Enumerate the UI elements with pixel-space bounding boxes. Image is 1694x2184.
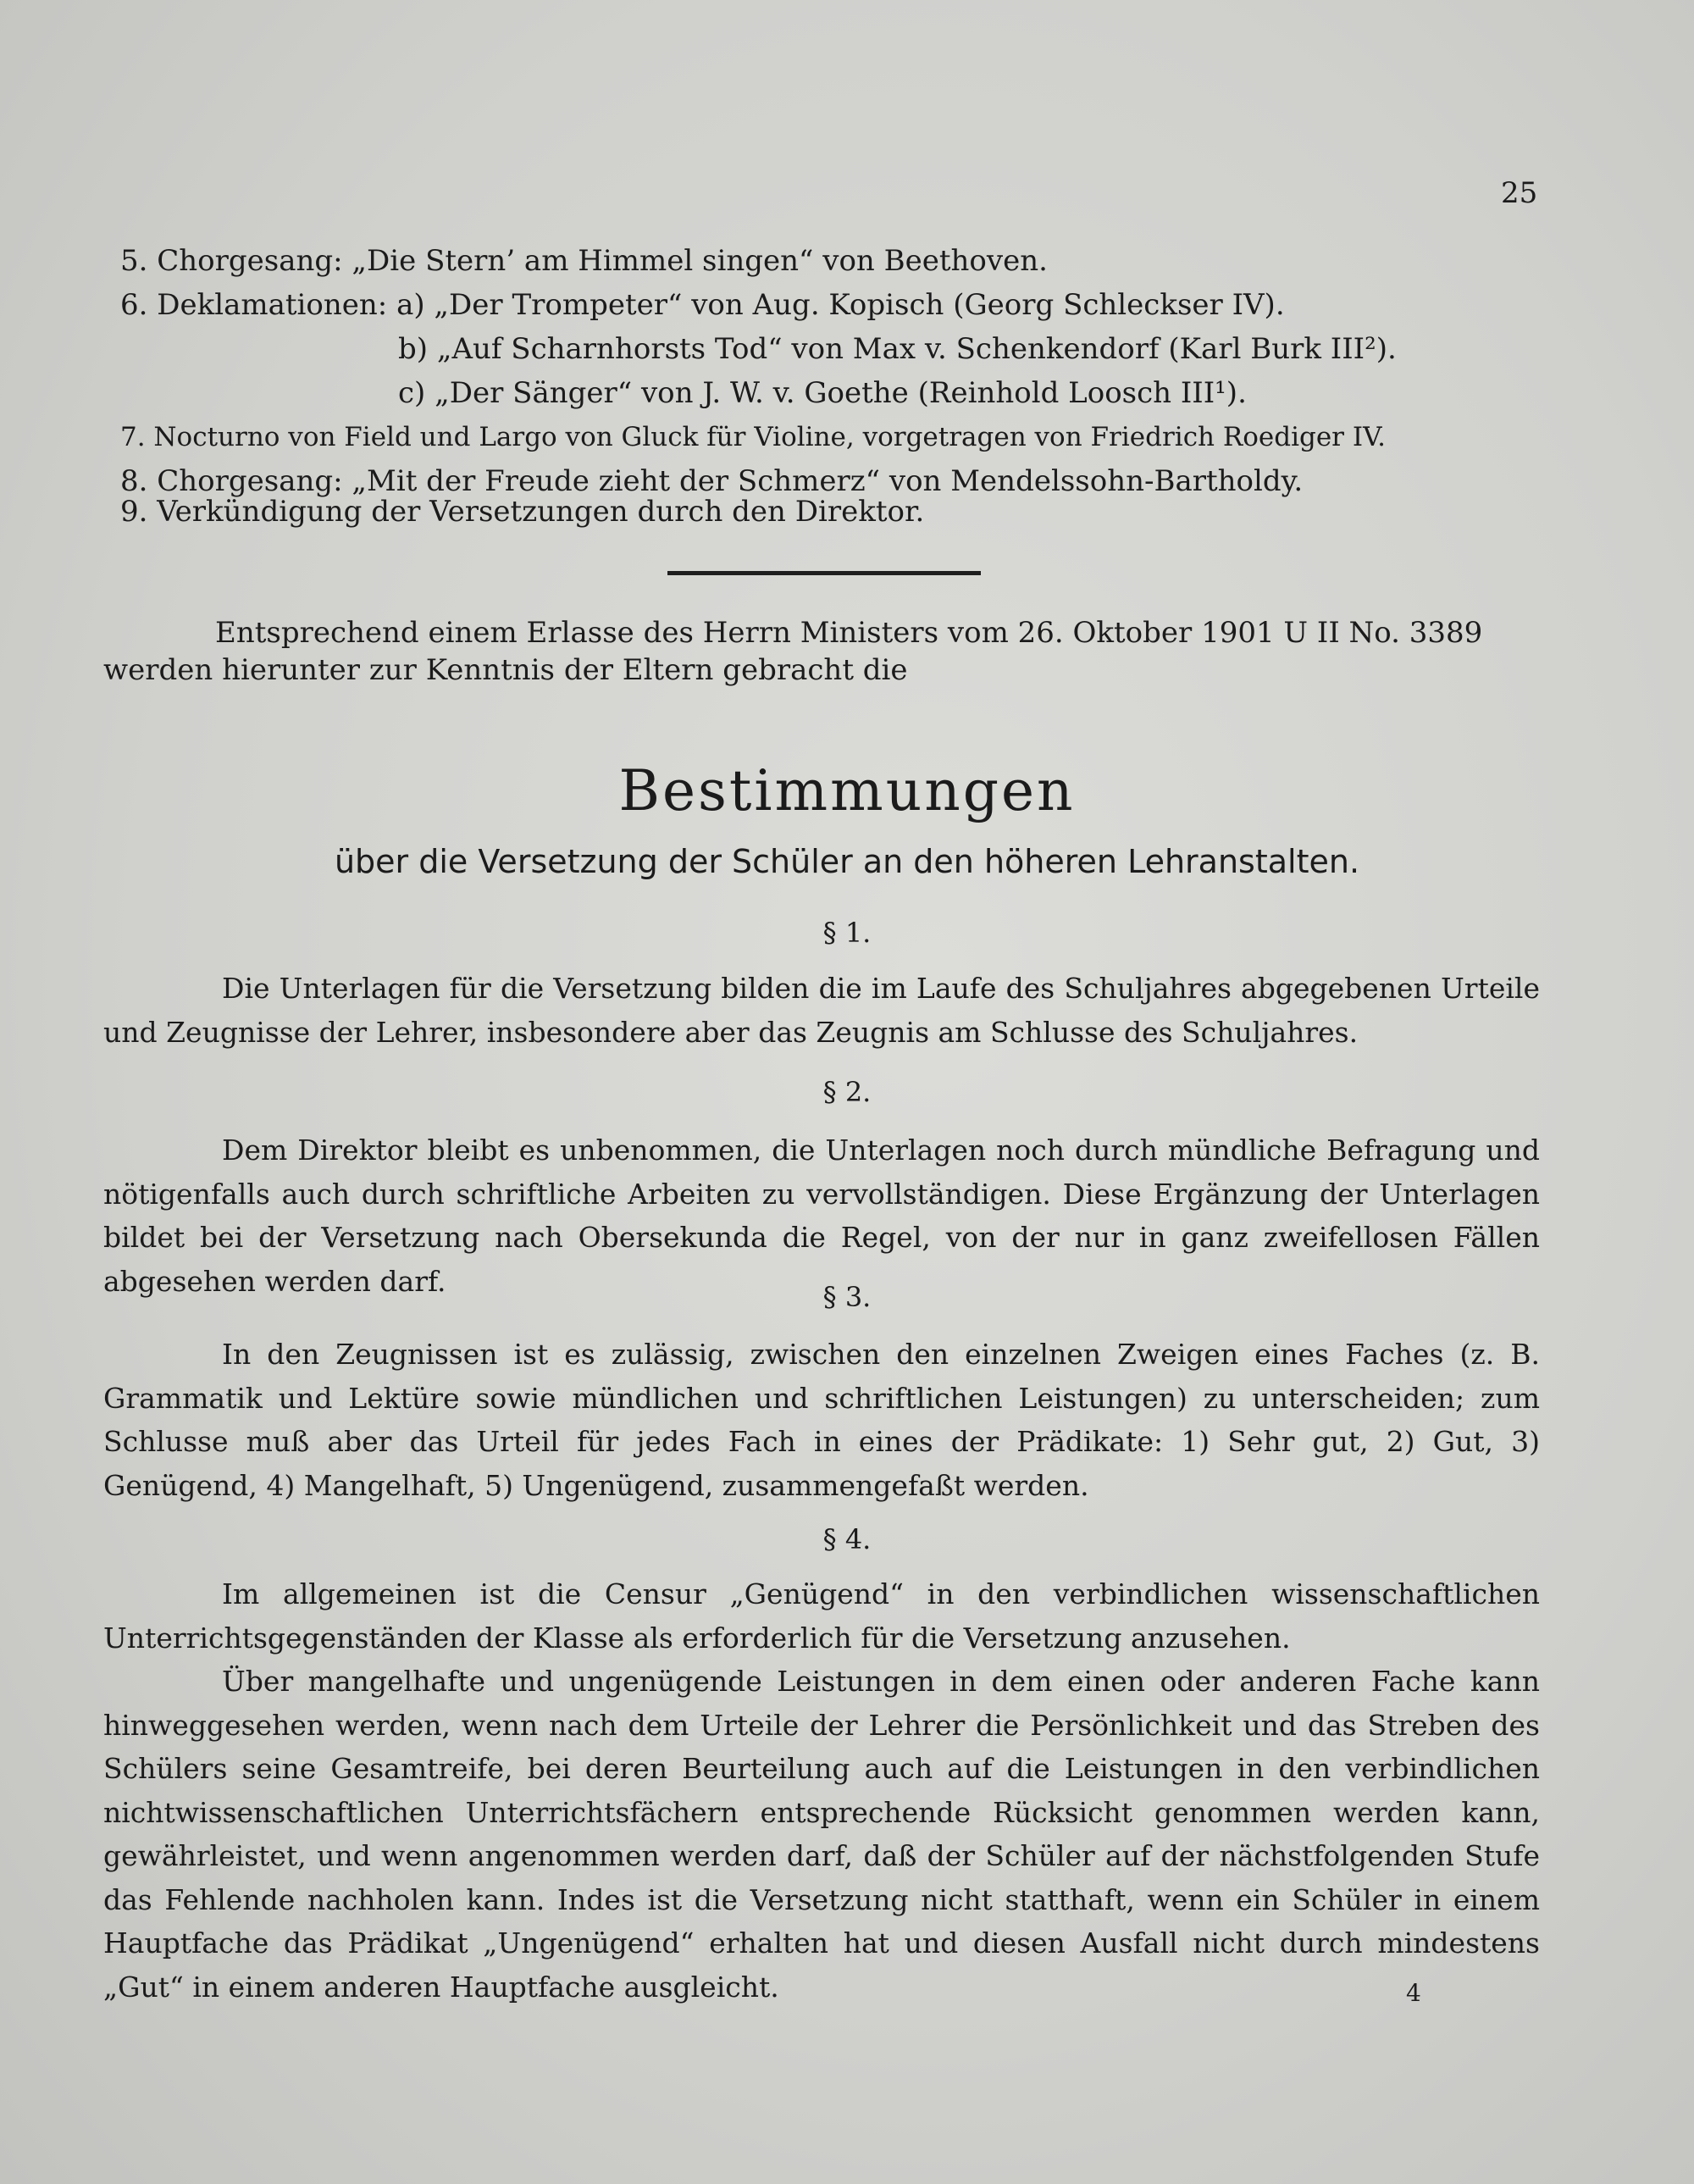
section-2-heading: § 2. (822, 1076, 872, 1108)
section-1-paragraph: Die Unterlagen für die Versetzung bilden die im Laufe des Schuljahres abgegebenen Urteile und Zeugnisse der Lehrer, insbesondere aber das Zeugnis am Schlusse des Schuljahres. (103, 972, 1540, 1049)
document-subtitle: über die Versetzung der Schüler an den höheren Lehranstalten. (334, 843, 1360, 880)
program-item-5: 5. Chorgesang: „Die Stern’ am Himmel singen“ von Beethoven. (120, 244, 1048, 278)
program-item-7: 7. Nocturno von Field und Largo von Gluck für Violine, vorgetragen von Friedrich Roediger IV. (120, 422, 1386, 452)
section-4-text (103, 1572, 1540, 2009)
program-item-6b: b) „Auf Scharnhorsts Tod“ von Max v. Schenkendorf (Karl Burk III²). (398, 332, 1397, 366)
section-3-paragraph: In den Zeugnissen ist es zulässig, zwischen den einzelnen Zweigen eines Faches (z. B. Grammatik und Lektüre sowie mündlichen und schriftlichen Leistungen) zu unterscheiden; zum Schlusse muß aber das Urteil für jedes Fach in eines der Prädikate: 1) Sehr gut, 2) Gut, 3) Genügend, 4) Mangelhaft, 5) Ungenügend, zusammengefaßt werden. (103, 1338, 1540, 1502)
section-3-heading: § 3. (822, 1281, 872, 1313)
program-item-6a: 6. Deklamationen: a) „Der Trompeter“ von Aug. Kopisch (Georg Schleckser IV). (120, 288, 1285, 322)
document-title: Bestimmungen (618, 758, 1076, 823)
section-3-text (103, 1333, 1540, 1507)
program-item-9: 9. Verkündigung der Versetzungen durch den Direktor. (120, 495, 925, 529)
program-item-8: 8. Chorgesang: „Mit der Freude zieht der Schmerz“ von Mendelssohn-Bartholdy. (120, 464, 1304, 498)
section-1-heading: § 1. (822, 917, 872, 949)
section-4-paragraph-2: Über mangelhafte und ungenügende Leistungen in dem einen oder anderen Fache kann hinweggesehen werden, wenn nach dem Urteile der Lehrer die Persönlichkeit und das Streben des Schülers seine Gesamtreife, bei deren Beurteilung auch auf die Leistungen in den verbindlichen nichtwissenschaftlichen Unterrichtsfächern entsprechende Rücksicht genommen werden kann, gewährleistet, und wenn angenommen werden darf, daß der Schüler auf der nächstfolgenden Stufe das Fehlende nachholen kann. Indes ist die Versetzung nicht statthaft, wenn ein Schüler in einem Hauptfache das Prädikat „Ungenügend“ erhalten hat und diesen Ausfall nicht durch mindestens „Gut“ in einem anderen Hauptfache ausgleicht. (103, 1665, 1540, 2004)
page-number: 25 (1501, 176, 1538, 210)
separator-rule (667, 571, 981, 575)
section-1-text (103, 967, 1540, 1054)
intro-line-2: werden hierunter zur Kenntnis der Eltern gebracht die (103, 653, 908, 687)
signature-mark: 4 (1406, 1979, 1421, 2007)
section-4-heading: § 4. (822, 1523, 872, 1555)
program-item-6c: c) „Der Sänger“ von J. W. v. Goethe (Reinhold Loosch III¹). (398, 376, 1247, 410)
section-4-paragraph-1: Im allgemeinen ist die Censur „Genügend“ in den verbindlichen wissenschaftlichen Unterrichtsgegenständen der Klasse als erforderlich für die Versetzung anzusehen. (103, 1577, 1540, 1655)
intro-line-1: Entsprechend einem Erlasse des Herrn Ministers vom 26. Oktober 1901 U II No. 3389 (215, 616, 1483, 650)
section-2-paragraph: Dem Direktor bleibt es unbenommen, die Unterlagen noch durch mündliche Befragung und nötigenfalls auch durch schriftliche Arbeiten zu vervollständigen. Diese Ergänzung der Unterlagen bildet bei der Versetzung nach Obersekunda die Regel, von der nur in ganz zweifellosen Fällen abgesehen werden darf. (103, 1134, 1540, 1298)
section-2-text (103, 1128, 1540, 1303)
